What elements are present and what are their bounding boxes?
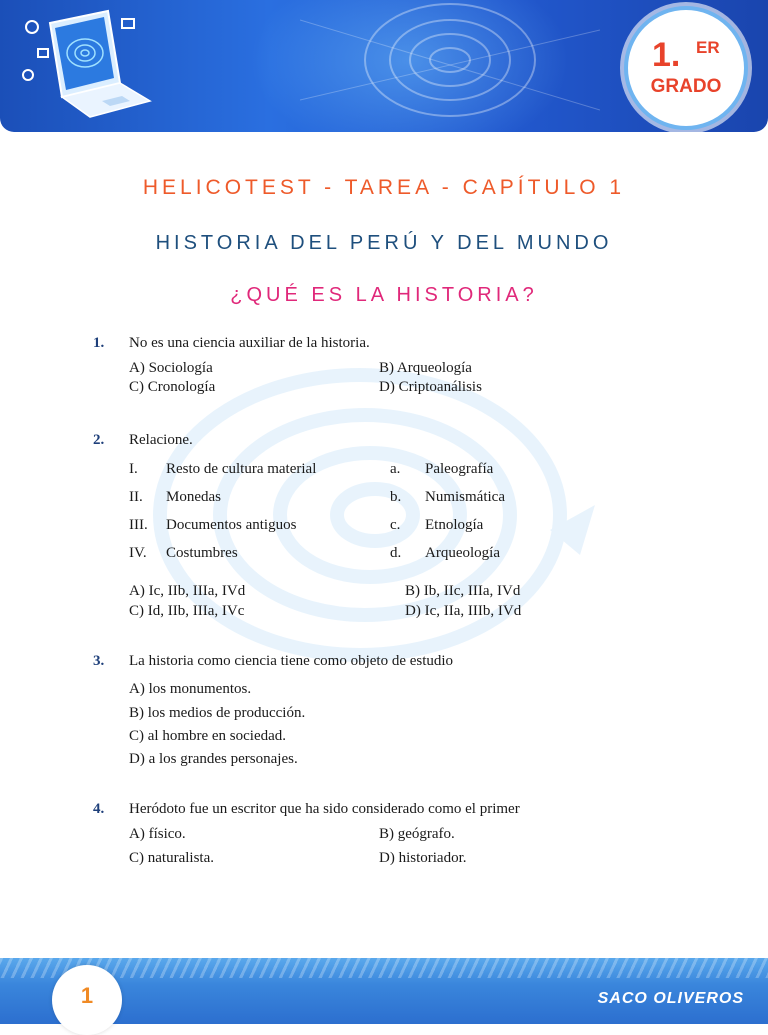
- grade-suffix: ER: [696, 38, 720, 57]
- question-number: 4.: [93, 801, 105, 817]
- option-c[interactable]: C) Id, IIb, IIIa, IVc: [129, 603, 245, 619]
- option-c[interactable]: C) naturalista.: [129, 850, 214, 866]
- question-number: 1.: [93, 335, 105, 351]
- topic-title: ¿QUÉ ES LA HISTORIA?: [230, 284, 538, 306]
- option-c[interactable]: C) al hombre en sociedad.: [129, 728, 287, 744]
- banner-swirl-decoration: [300, 0, 600, 132]
- option-a[interactable]: A) Ic, IIb, IIIa, IVd: [129, 583, 246, 599]
- question-text: La historia como ciencia tiene como objeto de estudio: [129, 653, 454, 669]
- page-number: 1: [80, 983, 94, 1008]
- question-number: 2.: [93, 432, 105, 448]
- match-right-text: Etnología: [425, 517, 484, 533]
- option-a[interactable]: A) Sociología: [129, 360, 213, 376]
- match-left-label: II.: [129, 489, 143, 505]
- match-left-text: Resto de cultura material: [166, 461, 317, 477]
- match-left-text: Costumbres: [166, 545, 238, 561]
- match-left-label: IV.: [129, 545, 147, 561]
- laptop-icon: [10, 5, 160, 125]
- option-c[interactable]: C) Cronología: [129, 379, 216, 395]
- subject-title: HISTORIA DEL PERÚ Y DEL MUNDO: [155, 232, 613, 254]
- question-text: Heródoto fue un escritor que ha sido considerado como el primer: [129, 801, 520, 817]
- match-left-label: III.: [129, 517, 148, 533]
- header-banner: [0, 0, 768, 132]
- option-d[interactable]: D) a los grandes personajes.: [129, 751, 298, 767]
- swirl-watermark: [150, 355, 610, 675]
- question-text: No es una ciencia auxiliar de la historia.: [129, 335, 370, 351]
- match-right-label: d.: [390, 545, 402, 561]
- match-left-text: Monedas: [166, 489, 221, 505]
- option-b[interactable]: B) geógrafo.: [379, 826, 455, 842]
- page-title: HELICOTEST - TAREA - CAPÍTULO 1: [142, 176, 626, 199]
- option-b[interactable]: B) Arqueología: [379, 360, 472, 376]
- grade-number: 1.: [652, 36, 681, 74]
- grade-badge: [624, 6, 748, 130]
- option-b[interactable]: B) Ib, IIc, IIIa, IVd: [405, 583, 521, 599]
- match-right-text: Numismática: [425, 489, 505, 505]
- match-right-label: c.: [390, 517, 401, 533]
- option-d[interactable]: D) historiador.: [379, 850, 467, 866]
- option-d[interactable]: D) Criptoanálisis: [379, 379, 482, 395]
- option-a[interactable]: A) los monumentos.: [129, 681, 252, 697]
- match-right-label: a.: [390, 461, 401, 477]
- page-number-badge: [52, 965, 122, 1035]
- option-a[interactable]: A) físico.: [129, 826, 186, 842]
- match-right-text: Arqueología: [425, 545, 500, 561]
- option-d[interactable]: D) Ic, IIa, IIIb, IVd: [405, 603, 522, 619]
- grade-word: GRADO: [650, 76, 722, 97]
- question-number: 3.: [93, 653, 105, 669]
- match-right-text: Paleografía: [425, 461, 494, 477]
- brand-logo-text: SACO OLIVEROS: [597, 990, 744, 1007]
- question-text: Relacione.: [129, 432, 193, 448]
- match-left-text: Documentos antiguos: [166, 517, 297, 533]
- match-right-label: b.: [390, 489, 402, 505]
- match-left-label: I.: [129, 461, 138, 477]
- option-b[interactable]: B) los medios de producción.: [129, 705, 306, 721]
